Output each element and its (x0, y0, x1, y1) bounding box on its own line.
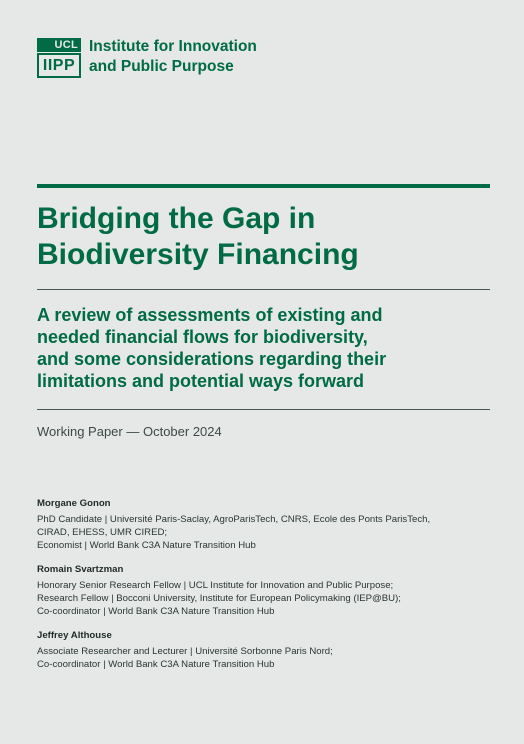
author-block (37, 497, 507, 552)
author-block (37, 563, 507, 618)
page-title (37, 201, 490, 273)
paper-meta: Working Paper — October 2024 (37, 424, 222, 439)
author-affiliation: Economist | World Bank C3A Nature Transition Hub (37, 540, 256, 551)
logo-ucl: UCL (37, 38, 81, 52)
subtitle-divider (37, 409, 490, 410)
author-list (37, 497, 507, 682)
logo-iipp: IIPP (37, 53, 81, 78)
subtitle-line2: needed financial flows for biodiversity, (37, 327, 368, 347)
author-affiliation: PhD Candidate | Université Paris-Saclay, AgroParisTech, CNRS, Ecole des Ponts ParisTech, (37, 514, 431, 525)
subtitle-line1: A review of assessments of existing and (37, 305, 383, 325)
subtitle (37, 304, 490, 392)
author-affiliation: Co-coordinator | World Bank C3A Nature Transition Hub (37, 606, 275, 617)
author-block (37, 629, 507, 671)
title-line2: Biodiversity Financing (37, 238, 359, 271)
author-name: Jeffrey Althouse (37, 630, 112, 641)
logo-mark (37, 38, 81, 78)
author-affiliation: CIRAD, EHESS, UMR CIRED; (37, 527, 168, 538)
author-name: Morgane Gonon (37, 498, 111, 509)
logo-text-line2: and Public Purpose (89, 58, 234, 75)
logo-text (89, 37, 257, 77)
author-affiliation: Honorary Senior Research Fellow | UCL Institute for Innovation and Public Purpose; (37, 580, 394, 591)
iipp-logo (37, 38, 257, 78)
subtitle-line3: and some considerations regarding their (37, 349, 387, 369)
author-affiliation: Research Fellow | Bocconi University, Institute for European Policymaking (IEP@BU); (37, 593, 401, 604)
author-name: Romain Svartzman (37, 564, 124, 575)
title-line1: Bridging the Gap in (37, 202, 316, 235)
title-divider (37, 289, 490, 290)
author-affiliation: Co-coordinator | World Bank C3A Nature Transition Hub (37, 659, 275, 670)
logo-text-line1: Institute for Innovation (89, 38, 257, 55)
subtitle-line4: limitations and potential ways forward (37, 371, 365, 391)
top-divider (37, 184, 490, 188)
author-affiliation: Associate Researcher and Lecturer | Université Sorbonne Paris Nord; (37, 646, 333, 657)
